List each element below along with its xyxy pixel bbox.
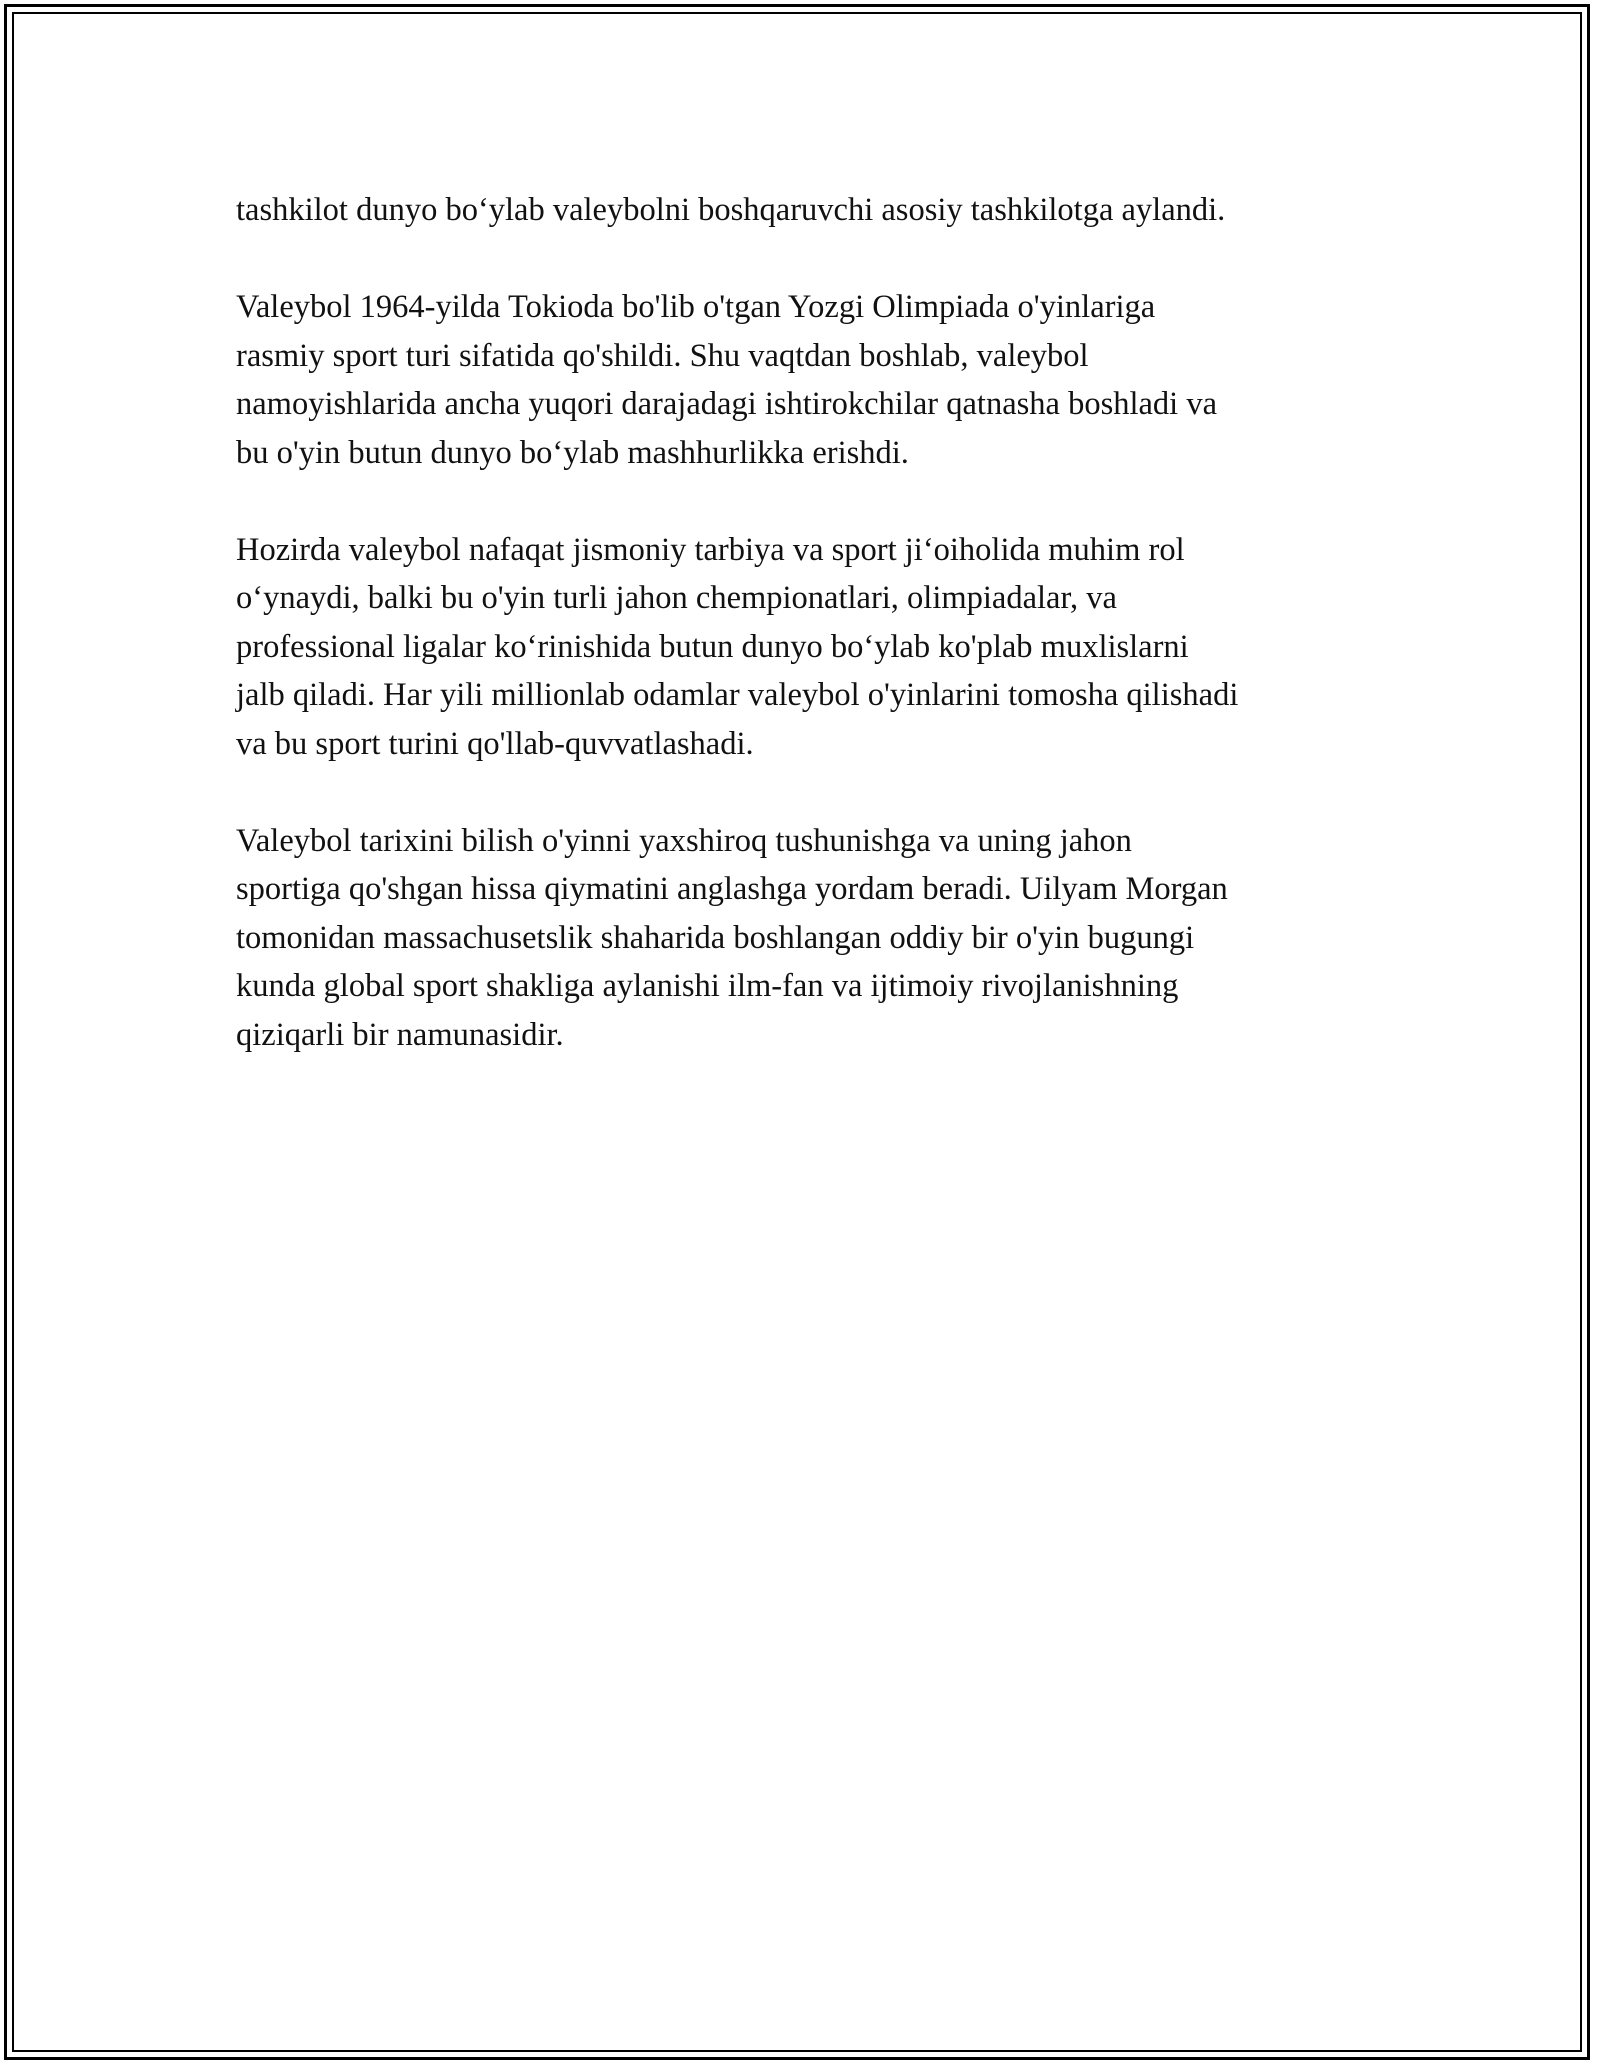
paragraph-line: va bu sport turini qo'llab-quvvatlashadi. [236,725,754,762]
paragraph-line: Valeybol tarixini bilish o'yinni yaxshiroq tushunishga va uning jahon [236,822,1132,859]
paragraph-line: kunda global sport shakliga aylanishi ilm-fan va ijtimoiy rivojlanishning [236,968,1179,1004]
paragraph-line: jalb qiladi. Har yili millionlab odamlar valeybol o'yinlarini tomosha qilishadi [236,677,1239,713]
paragraph-line: namoyishlarida ancha yuqori darajadagi ishtirokchilar qatnasha boshladi va [236,386,1217,422]
paragraph-line: qiziqarli bir namunasidir. [236,1016,564,1053]
paragraph-line: Valeybol 1964-yilda Tokioda bo'lib o'tgan Yozgi Olimpiada o'yinlariga [236,289,1156,325]
paragraph-line: sportiga qo'shgan hissa qiymatini anglashga yordam beradi. Uilyam Morgan [236,871,1228,907]
paragraph-line: bu o'yin butun dunyo bo‘ylab mashhurlikka erishdi. [236,434,909,471]
paragraph-line: rasmiy sport turi sifatida qo'shildi. Shu vaqtdan boshlab, valeybol [236,337,1089,374]
paragraph-3 [236,526,1376,769]
paragraph-4 [236,817,1376,1060]
paragraph-line: tashkilot dunyo bo‘ylab valeybolni boshqaruvchi asosiy tashkilotga aylandi. [236,192,1226,228]
paragraph-line: o‘ynaydi, balki bu o'yin turli jahon chempionatlari, olimpiadalar, va [236,580,1117,616]
paragraph-line: professional ligalar ko‘rinishida butun dunyo bo‘ylab ko'plab muxlislarni [236,628,1189,665]
paragraph-1 [236,186,1376,235]
paragraph-line: tomonidan massachusetslik shaharida boshlangan oddiy bir o'yin bugungi [236,919,1195,956]
document-body [236,186,1376,1108]
paragraph-line: Hozirda valeybol nafaqat jismoniy tarbiya va sport ji‘oiholida muhim rol [236,531,1185,568]
paragraph-2 [236,283,1376,477]
